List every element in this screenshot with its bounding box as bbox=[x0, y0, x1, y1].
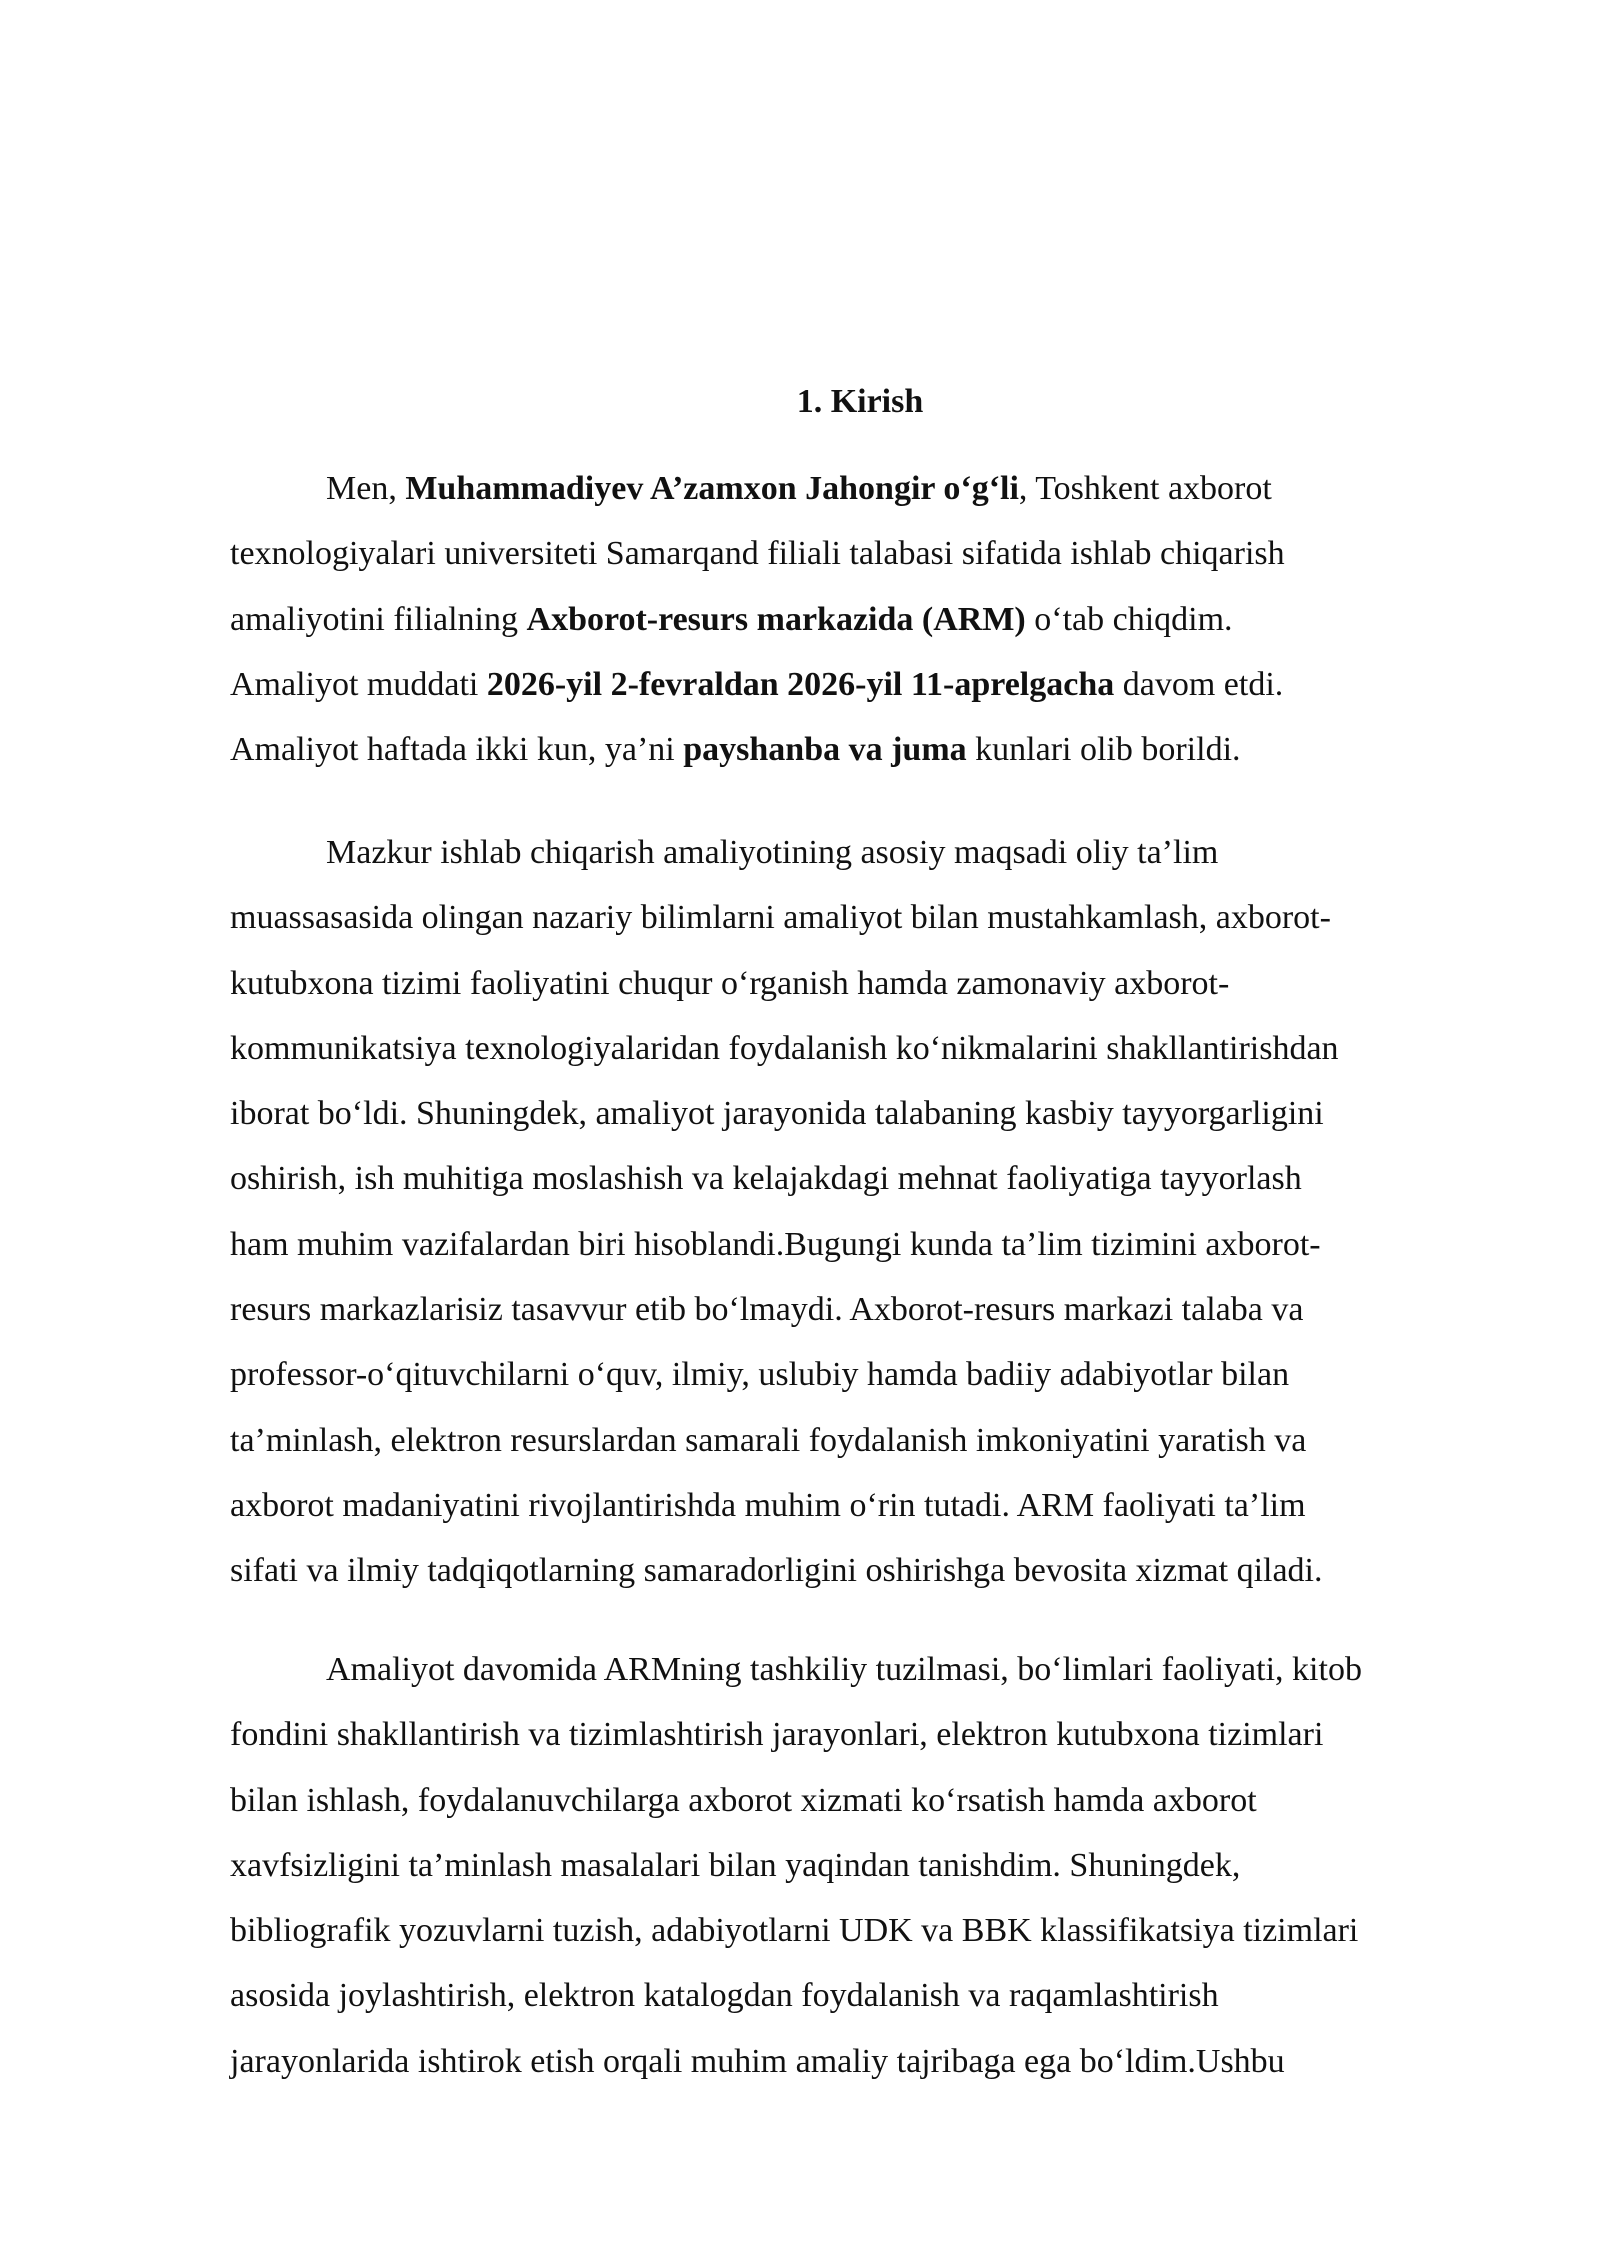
text-line: kommunikatsiya texnologiyalaridan foydalanish ko‘nikmalarini shakllantirishdan bbox=[230, 1029, 1339, 1067]
text-line: axborot madaniyatini rivojlantirishda muhim o‘rin tutadi. ARM faoliyati ta’lim bbox=[230, 1486, 1306, 1524]
text-line: ham muhim vazifalardan biri hisoblandi.Bugungi kunda ta’lim tizimini axborot- bbox=[230, 1225, 1321, 1263]
text-line: fondini shakllantirish va tizimlashtirish jarayonlari, elektron kutubxona tizimlari bbox=[230, 1716, 1324, 1754]
text-line bbox=[230, 521, 1480, 586]
text-run: , Toshkent axborot bbox=[1018, 470, 1272, 507]
text-line bbox=[230, 717, 1480, 782]
text-line: iborat bo‘ldi. Shuningdek, amaliyot jarayonida talabaning kasbiy tayyorgarligini bbox=[230, 1095, 1324, 1133]
text-line: xavfsizligini ta’minlash masalalari bilan yaqindan tanishdim. Shuningdek, bbox=[230, 1846, 1241, 1884]
text-run: texnologiyalari universiteti Samarqand filiali talabasi sifatida ishlab chiqarish bbox=[230, 535, 1285, 573]
text-run: Amaliyot muddati bbox=[230, 665, 487, 703]
paragraph-purpose bbox=[230, 820, 1480, 1604]
text-line: asosida joylashtirish, elektron katalogdan foydalanish va raqamlashtirish bbox=[230, 1977, 1219, 2015]
text-run: kunlari olib borildi. bbox=[966, 731, 1241, 769]
text-line bbox=[230, 587, 1480, 652]
text-line: resurs markazlarisiz tasavvur etib bo‘lmaydi. Axborot-resurs markazi talaba va bbox=[230, 1291, 1304, 1329]
text-run: davom etdi. bbox=[1114, 665, 1284, 703]
text-line bbox=[230, 652, 1480, 717]
text-run: o‘tab chiqdim. bbox=[1025, 600, 1233, 638]
bold-text-run: Axborot-resurs markazida (ARM) bbox=[526, 600, 1026, 638]
text-line: Mazkur ishlab chiqarish amaliyotining asosiy maqsadi oliy ta’lim bbox=[326, 834, 1219, 871]
text-line: ta’minlash, elektron resurslardan samarali foydalanish imkoniyatini yaratish va bbox=[230, 1421, 1307, 1459]
section-heading: 1. Kirish bbox=[796, 383, 924, 420]
text-line: professor-o‘qituvchilarni o‘quv, ilmiy, uslubiy hamda badiiy adabiyotlar bilan bbox=[230, 1356, 1290, 1394]
text-line: Amaliyot davomida ARMning tashkiliy tuzilmasi, bo‘limlari faoliyati, kitob bbox=[326, 1651, 1362, 1688]
text-line: jarayonlarida ishtirok etish orqali muhim amaliy tajribaga ega bo‘ldim.Ushbu bbox=[230, 2042, 1285, 2080]
text-run: amaliyotini filialning bbox=[230, 600, 527, 638]
text-line: muassasasida olingan nazariy bilimlarni amaliyot bilan mustahkamlash, axborot- bbox=[230, 899, 1331, 937]
text-line: bibliografik yozuvlarni tuzish, adabiyotlarni UDK va BBK klassifikatsiya tizimlari bbox=[230, 1912, 1359, 1950]
text-line: kutubxona tizimi faoliyatini chuqur o‘rganish hamda zamonaviy axborot- bbox=[230, 964, 1230, 1002]
text-line: sifati va ilmiy tadqiqotlarning samaradorligini oshirishga bevosita xizmat qiladi. bbox=[230, 1552, 1323, 1590]
text-run: Men, bbox=[326, 470, 406, 507]
bold-text-run: Muhammadiyev A’zamxon Jahongir o‘g‘li bbox=[405, 470, 1019, 507]
text-line: bilan ishlash, foydalanuvchilarga axborot xizmati ko‘rsatish hamda axborot bbox=[230, 1781, 1257, 1819]
bold-text-run: 2026-yil 2-fevraldan 2026-yil 11-aprelgacha bbox=[486, 665, 1115, 703]
paragraph-introduction bbox=[230, 456, 1480, 782]
paragraph-activities bbox=[230, 1637, 1480, 2094]
bold-text-run: payshanba va juma bbox=[683, 731, 967, 769]
text-run: Amaliyot haftada ikki kun, ya’ni bbox=[230, 731, 684, 769]
text-line bbox=[230, 456, 1480, 521]
text-line: oshirish, ish muhitiga moslashish va kelajakdagi mehnat faoliyatiga tayyorlash bbox=[230, 1160, 1302, 1198]
